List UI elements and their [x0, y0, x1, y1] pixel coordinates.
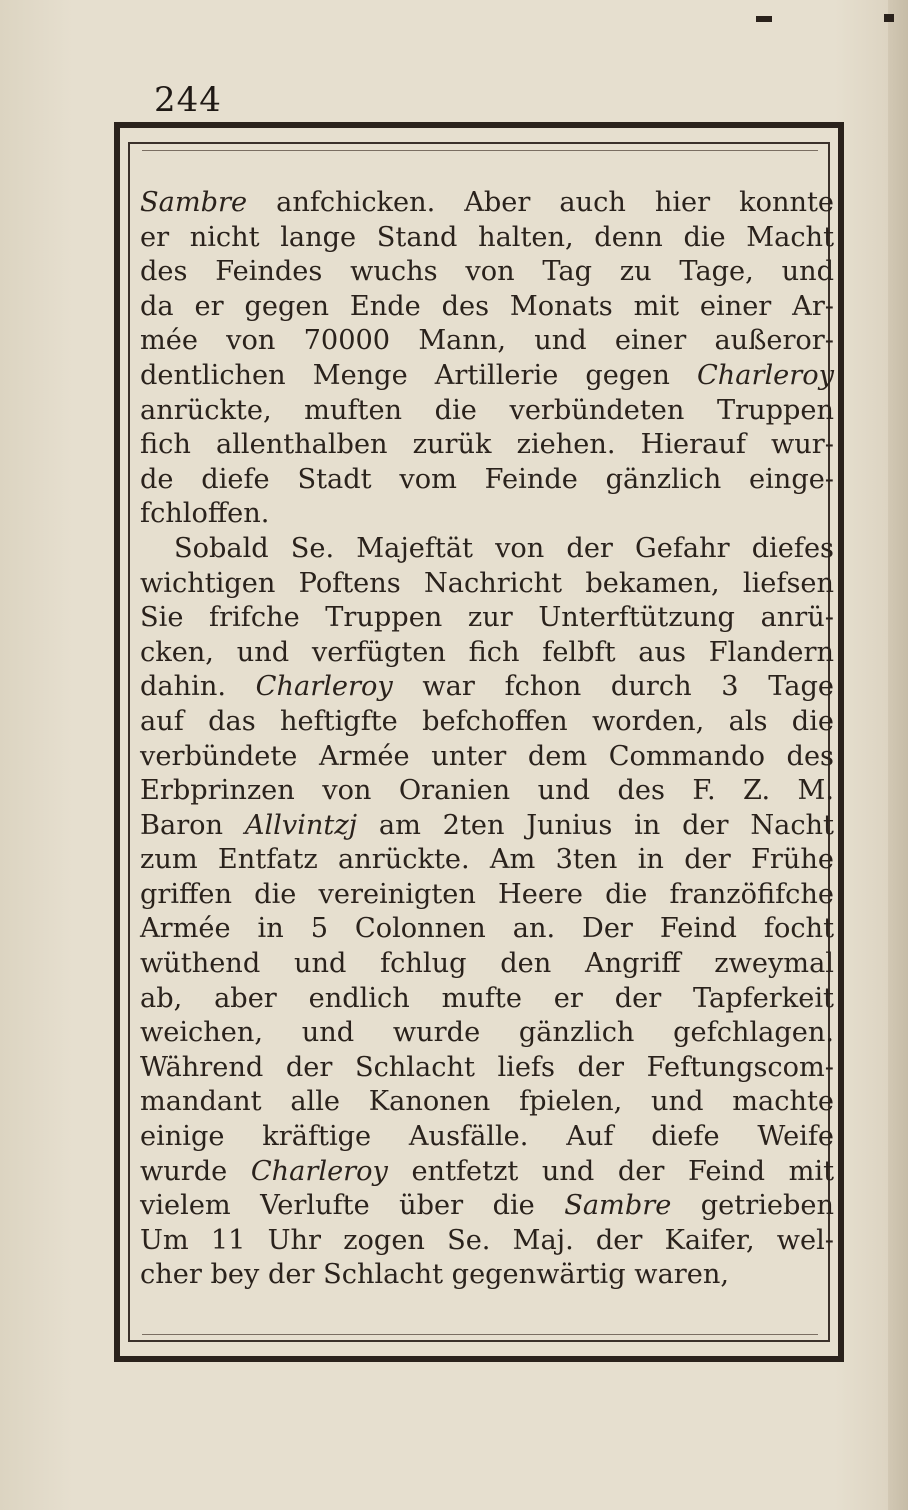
text-line	[140, 463, 834, 498]
text-run: Um 11 Uhr zogen Se. Maj. der Kaifer, wel-	[140, 1224, 834, 1256]
text-line	[140, 878, 834, 913]
text-run: anrückte, muften die verbündeten Truppen	[140, 394, 834, 426]
text-run: mée von 70000 Mann, und einer außeror-	[140, 325, 834, 357]
text-run: weichen, und wurde gänzlich gefchlagen.	[140, 1017, 834, 1049]
text-run: verbündete Armée unter dem Commando des	[140, 740, 834, 772]
text-run: einige kräftige Ausfälle. Auf diefe Weife	[140, 1121, 834, 1153]
text-line	[140, 1085, 834, 1120]
italic-text: Sambre	[140, 187, 248, 218]
text-line	[140, 497, 834, 532]
text-line	[140, 636, 834, 671]
text-run: Während der Schlacht liefs der Feftungscom-	[140, 1051, 834, 1083]
text-line	[140, 774, 834, 809]
top-rule	[142, 150, 818, 151]
text-line	[140, 567, 834, 602]
bottom-rule	[142, 1334, 818, 1335]
text-line	[140, 912, 834, 947]
text-run: des Feindes wuchs von Tag zu Tage, und	[140, 256, 834, 288]
text-run: cher bey der Schlacht gegenwärtig waren,	[140, 1259, 730, 1291]
text-line	[140, 1189, 834, 1224]
page-number: 244	[154, 80, 222, 120]
italic-text: Charleroy	[250, 1155, 388, 1187]
text-run: cken, und verfügten fich felbft aus Flandern	[140, 636, 834, 668]
text-line	[140, 1120, 834, 1155]
text-run: anfchicken. Aber auch hier konnte	[247, 187, 834, 218]
text-run: Sie frifche Truppen zur Unterftützung anrü-	[140, 602, 834, 634]
text-line	[140, 1155, 834, 1190]
text-run: dahin.	[140, 671, 256, 703]
text-line	[140, 670, 834, 705]
text-line	[140, 1224, 834, 1259]
text-run: mandant alle Kanonen fpielen, und machte	[140, 1086, 834, 1118]
italic-text: Allvintzj	[244, 809, 358, 841]
text-run: Erbprinzen von Oranien und des F. Z. M.	[140, 775, 834, 807]
text-run: da er gegen Ende des Monats mit einer Ar-	[140, 290, 834, 322]
text-run: griffen die vereinigten Heere die franzöfifche	[140, 878, 834, 910]
text-line	[140, 186, 834, 221]
text-line	[140, 532, 834, 567]
text-line	[140, 843, 834, 878]
edge-mark	[756, 16, 772, 22]
text-line	[140, 221, 834, 256]
text-line	[140, 359, 834, 394]
italic-text: Sambre	[564, 1190, 672, 1222]
page-gutter	[888, 0, 908, 1510]
text-line	[140, 809, 834, 844]
text-run: fchloffen.	[140, 498, 270, 530]
text-line	[140, 1051, 834, 1086]
body-text	[140, 186, 834, 1293]
text-run: auf das heftigfte befchoffen worden, als die	[140, 705, 834, 737]
text-line	[140, 290, 834, 325]
edge-mark	[884, 14, 894, 22]
text-line	[140, 324, 834, 359]
text-line	[140, 601, 834, 636]
text-line	[140, 982, 834, 1017]
italic-text: Charleroy	[255, 671, 393, 703]
text-run: wüthend und fchlug den Angriff zweymal	[140, 948, 834, 980]
italic-text: Charleroy	[696, 359, 834, 391]
text-run: de diefe Stadt vom Feinde gänzlich einge-	[140, 463, 834, 495]
text-line	[140, 947, 834, 982]
text-line	[140, 1016, 834, 1051]
text-run: Armée in 5 Colonnen an. Der Feind focht	[140, 913, 834, 945]
text-run: Sobald Se. Majeftät von der Gefahr diefes	[174, 532, 834, 564]
text-run: war fchon durch 3 Tage	[392, 671, 834, 703]
text-run: dentlichen Menge Artillerie gegen	[140, 359, 697, 391]
text-run: vielem Verlufte über die	[140, 1190, 565, 1222]
text-run: entfetzt und der Feind mit	[387, 1155, 835, 1187]
text-run: wurde	[140, 1155, 251, 1187]
text-run: getrieben	[671, 1190, 834, 1222]
text-line	[140, 740, 834, 775]
text-line	[140, 1258, 834, 1293]
text-line	[140, 255, 834, 290]
text-run: zum Entfatz anrückte. Am 3ten in der Frühe	[140, 844, 834, 876]
text-line	[140, 428, 834, 463]
text-run: wichtigen Poftens Nachricht bekamen, liefsen	[140, 567, 834, 599]
text-run: am 2ten Junius in der Nacht	[357, 809, 834, 841]
text-run: Baron	[140, 809, 245, 841]
text-run: er nicht lange Stand halten, denn die Macht	[140, 221, 834, 253]
text-run: ab, aber endlich mufte er der Tapferkeit	[140, 982, 834, 1014]
text-line	[140, 394, 834, 429]
text-run: fich allenthalben zurük ziehen. Hierauf wur-	[140, 429, 834, 461]
text-line	[140, 705, 834, 740]
